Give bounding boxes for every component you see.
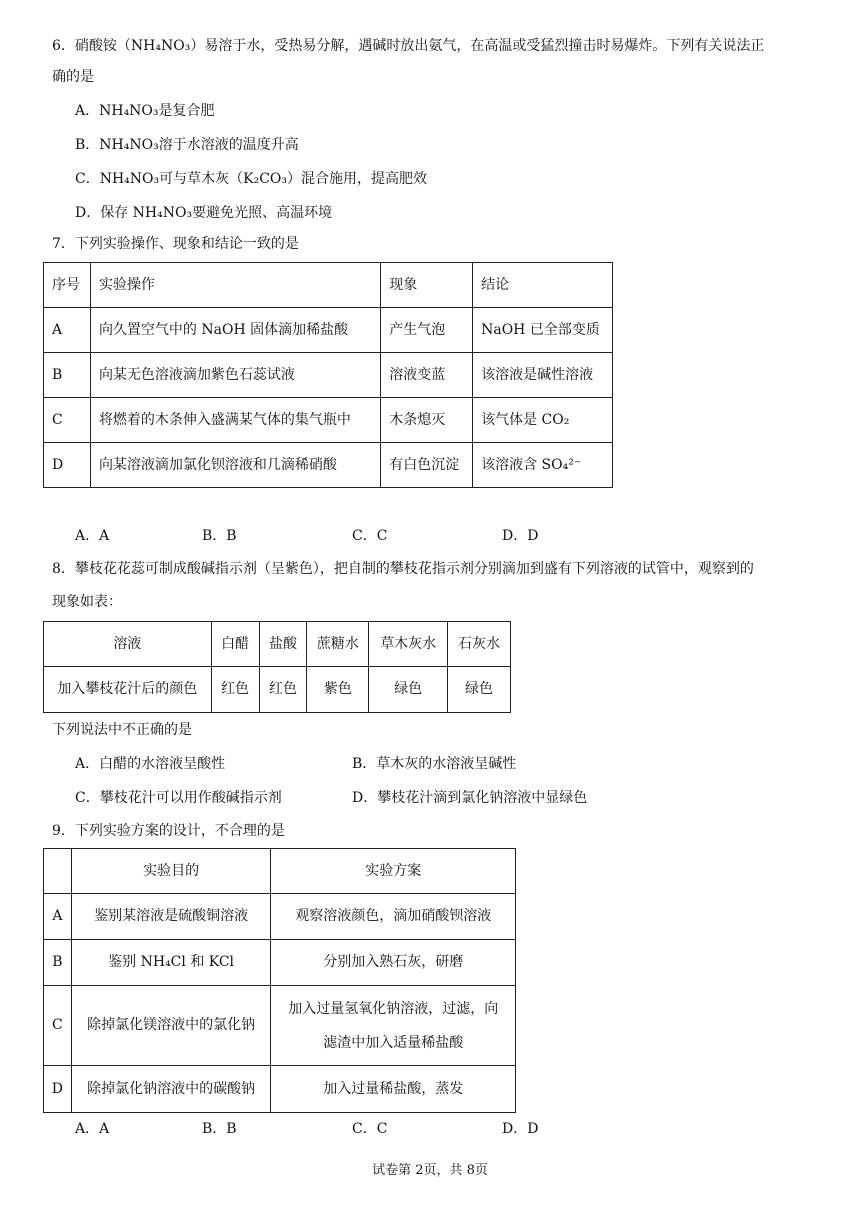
q7-cell: D <box>44 443 91 488</box>
q8-stem-line1: 8．攀枝花花蕊可制成酸碱指示剂（呈紫色），把自制的攀枝花指示剂分别滴加到盛有下列溶液的试管中，观察到的 <box>52 561 754 577</box>
q8-header-cell: 溶液 <box>44 622 212 667</box>
table-row <box>44 398 613 443</box>
q9-option-c: C．C <box>352 1121 388 1137</box>
q7-cell: 产生气泡 <box>381 308 473 353</box>
q7-header-cell: 序号 <box>44 263 91 308</box>
q7-cell: 该溶液是碱性溶液 <box>473 353 613 398</box>
table-row <box>44 1066 516 1113</box>
q9-option-d: D．D <box>502 1121 539 1137</box>
q7-cell: 木条熄灭 <box>381 398 473 443</box>
table-row <box>44 263 613 308</box>
q9-cell: A <box>44 894 72 940</box>
q9-table <box>43 848 516 1113</box>
q8-cell: 绿色 <box>448 667 511 713</box>
q9-cell: 鉴别 NH₄Cl 和 KCl <box>71 940 271 986</box>
q6-option-a: A．NH₄NO₃是复合肥 <box>75 103 215 119</box>
q7-cell: NaOH 已全部变质 <box>473 308 613 353</box>
q9-header-cell: 实验方案 <box>271 849 516 894</box>
q7-cell: 向某溶液滴加氯化钡溶液和几滴稀硝酸 <box>90 443 380 488</box>
q7-cell: 该溶液含 SO₄²⁻ <box>473 443 613 488</box>
q7-cell: 向某无色溶液滴加紫色石蕊试液 <box>90 353 380 398</box>
q8-header-cell: 蔗糖水 <box>307 622 369 667</box>
q7-cell: 将燃着的木条伸入盛满某气体的集气瓶中 <box>90 398 380 443</box>
q7-cell: B <box>44 353 91 398</box>
page-footer: 试卷第 2页，共 8页 <box>372 1163 488 1178</box>
q7-cell: 有白色沉淀 <box>381 443 473 488</box>
q9-option-a: A．A <box>75 1121 110 1137</box>
table-row <box>44 667 511 713</box>
table-row <box>44 940 516 986</box>
q7-cell: 向久置空气中的 NaOH 固体滴加稀盐酸 <box>90 308 380 353</box>
q8-option-d: D．攀枝花汁滴到氯化钠溶液中显绿色 <box>352 790 588 806</box>
q8-stem-line2: 现象如表： <box>52 594 122 610</box>
table-row <box>44 894 516 940</box>
q9-cell: C <box>44 986 72 1066</box>
table-row <box>44 622 511 667</box>
table-row <box>44 986 516 1066</box>
q8-question: 下列说法中不正确的是 <box>52 722 192 738</box>
q8-header-cell: 石灰水 <box>448 622 511 667</box>
q7-option-a: A．A <box>75 528 110 544</box>
q6-option-c: C．NH₄NO₃可与草木灰（K₂CO₃）混合施用，提高肥效 <box>75 171 427 187</box>
q6-option-d: D．保存 NH₄NO₃要避免光照、高温环境 <box>75 205 333 221</box>
q9-cell: 除掉氯化镁溶液中的氯化钠 <box>71 986 271 1066</box>
q6-stem-line1: 6．硝酸铵（NH₄NO₃）易溶于水，受热易分解，遇碱时放出氨气，在高温或受猛烈撞击时易爆炸。下列有关说法正 <box>52 38 765 54</box>
q9-cell: B <box>44 940 72 986</box>
q8-option-a: A．白醋的水溶液呈酸性 <box>75 756 226 772</box>
q7-option-c: C．C <box>352 528 388 544</box>
q9-stem: 9．下列实验方案的设计，不合理的是 <box>52 823 285 839</box>
q8-option-c: C．攀枝花汁可以用作酸碱指示剂 <box>75 790 282 806</box>
q7-cell: C <box>44 398 91 443</box>
q9-header-cell: 实验目的 <box>71 849 271 894</box>
q9-cell: D <box>44 1066 72 1113</box>
q8-header-cell: 草木灰水 <box>369 622 448 667</box>
q7-cell: 该气体是 CO₂ <box>473 398 613 443</box>
q7-cell: A <box>44 308 91 353</box>
q7-header-cell: 结论 <box>473 263 613 308</box>
q6-option-b: B．NH₄NO₃溶于水溶液的温度升高 <box>75 137 299 153</box>
q8-cell: 加入攀枝花汁后的颜色 <box>44 667 212 713</box>
q7-header-cell: 现象 <box>381 263 473 308</box>
q8-cell: 红色 <box>211 667 259 713</box>
q9-cell: 鉴别某溶液是硫酸铜溶液 <box>71 894 271 940</box>
q7-option-b: B．B <box>202 528 237 544</box>
q8-header-cell: 白醋 <box>211 622 259 667</box>
q9-cell-line: 加入过量氢氧化钠溶液，过滤，向 <box>288 1000 499 1017</box>
q8-cell: 红色 <box>259 667 307 713</box>
q8-header-cell: 盐酸 <box>259 622 307 667</box>
q8-cell: 紫色 <box>307 667 369 713</box>
table-row <box>44 443 613 488</box>
q7-table <box>43 262 613 488</box>
q7-option-d: D．D <box>502 528 539 544</box>
q8-table <box>43 621 511 713</box>
q9-header-cell <box>44 849 72 894</box>
q7-cell: 溶液变蓝 <box>381 353 473 398</box>
q8-option-b: B．草木灰的水溶液呈碱性 <box>352 756 517 772</box>
q9-cell-line: 滤渣中加入适量稀盐酸 <box>323 1034 464 1051</box>
q9-cell: 加入过量稀盐酸，蒸发 <box>271 1066 516 1113</box>
table-row <box>44 308 613 353</box>
q9-cell-multiline <box>271 986 516 1066</box>
q7-header-cell: 实验操作 <box>90 263 380 308</box>
table-row <box>44 849 516 894</box>
q7-stem: 7．下列实验操作、现象和结论一致的是 <box>52 236 299 252</box>
q9-option-b: B．B <box>202 1121 237 1137</box>
q8-cell: 绿色 <box>369 667 448 713</box>
q9-cell: 除掉氯化钠溶液中的碳酸钠 <box>71 1066 271 1113</box>
table-row <box>44 353 613 398</box>
q9-cell: 分别加入熟石灰，研磨 <box>271 940 516 986</box>
q6-stem-line2: 确的是 <box>52 69 94 85</box>
q9-cell: 观察溶液颜色，滴加硝酸钡溶液 <box>271 894 516 940</box>
